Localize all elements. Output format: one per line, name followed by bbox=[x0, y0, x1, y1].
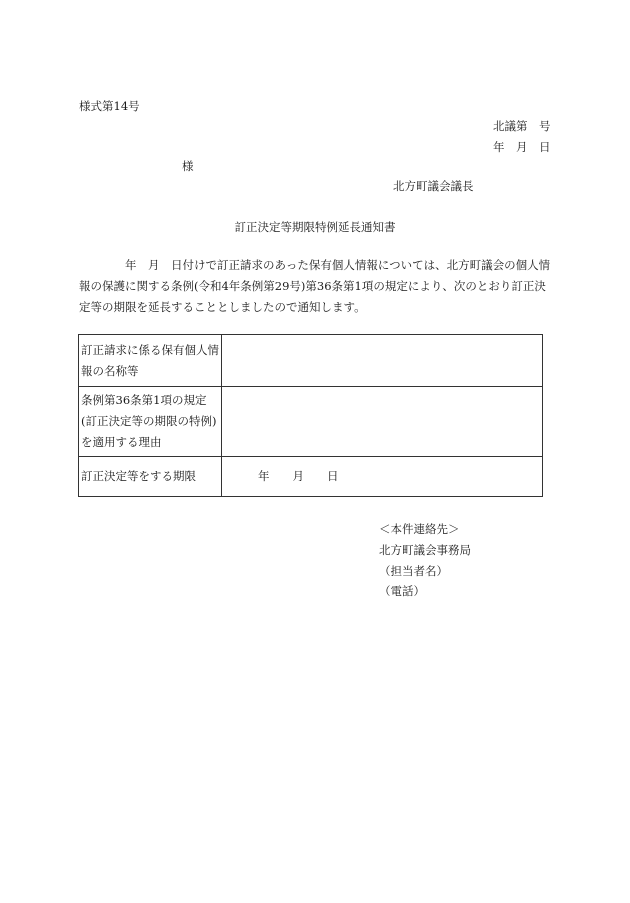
contact-heading: ＜本件連絡先＞ bbox=[379, 522, 460, 536]
sender: 北方町議会議長 bbox=[393, 179, 474, 193]
table-value bbox=[222, 387, 543, 457]
contact-office: 北方町議会事務局 bbox=[379, 543, 471, 557]
table-label: 訂正決定等をする期限 bbox=[79, 457, 222, 497]
table-row bbox=[79, 335, 543, 387]
addressee: 様 bbox=[182, 159, 194, 173]
body-paragraph: 年 月 日付けで訂正請求のあった保有個人情報については、北方町議会の個人情報の保護に関する条例(令和4年条例第29号)第36条第1項の規定により、次のとおり訂正決定等の期限を延長することとしましたので通知します。 bbox=[79, 258, 551, 314]
contact-phone: （電話） bbox=[379, 584, 425, 598]
issue-date: 年 月 日 bbox=[493, 140, 551, 154]
form-number: 様式第14号 bbox=[79, 99, 140, 113]
table-row bbox=[79, 457, 543, 497]
document-number: 北議第 号 bbox=[493, 119, 551, 133]
info-table bbox=[78, 334, 543, 497]
table-row bbox=[79, 387, 543, 457]
table-label: 訂正請求に係る保有個人情報の名称等 bbox=[79, 335, 222, 387]
contact-person: （担当者名） bbox=[379, 564, 448, 578]
table-label: 条例第36条第1項の規定(訂正決定等の期限の特例)を適用する理由 bbox=[79, 387, 222, 457]
document-title: 訂正決定等期限特例延長通知書 bbox=[234, 220, 396, 234]
table-value bbox=[222, 335, 543, 387]
deadline-value: 年 月 日 bbox=[222, 457, 543, 497]
